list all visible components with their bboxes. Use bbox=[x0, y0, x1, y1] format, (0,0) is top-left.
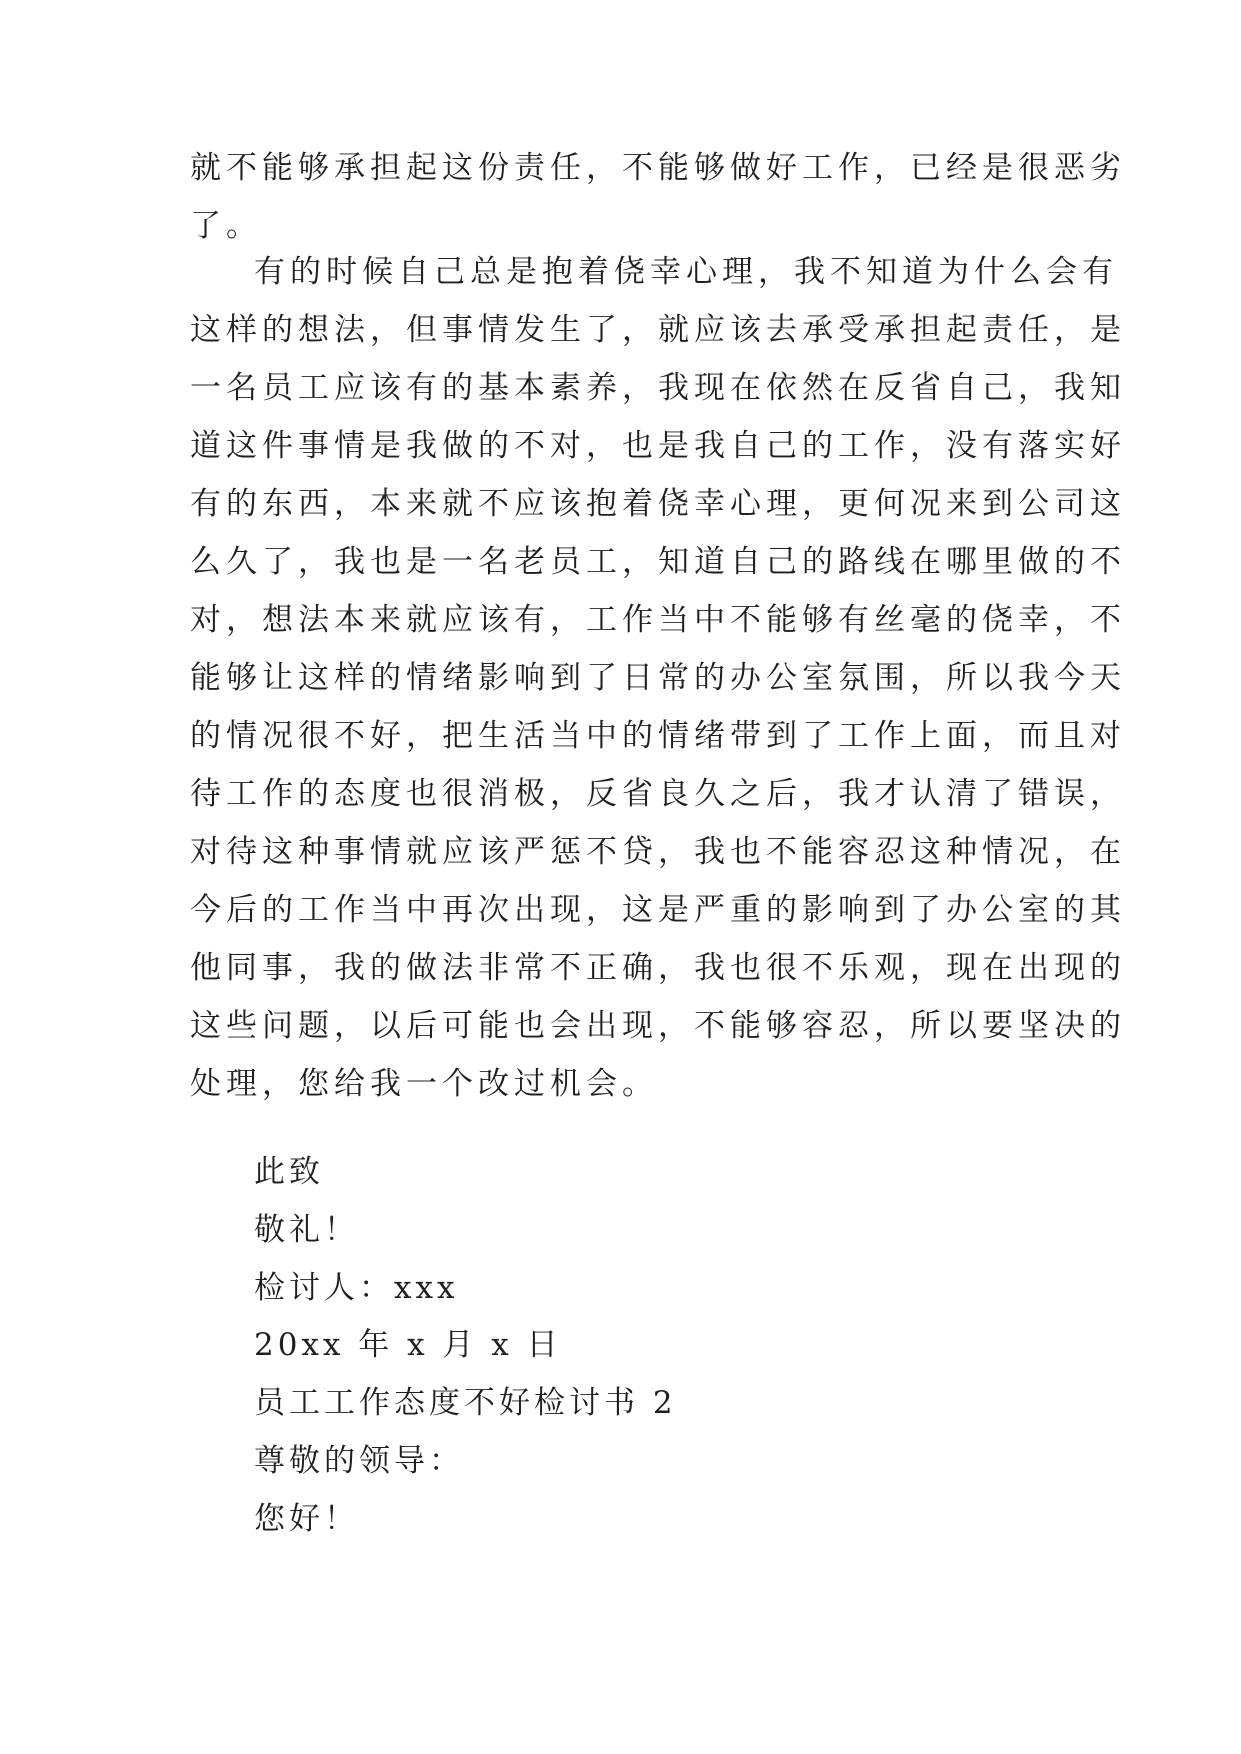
hello-line: 您好！ bbox=[254, 1501, 359, 1537]
paragraph-line: 有的东西，本来就不应该抱着侥幸心理，更何况来到公司这 bbox=[190, 486, 1126, 522]
greeting-line: 尊敬的领导： bbox=[254, 1443, 464, 1479]
paragraph-line: 就不能够承担起这份责任，不能够做好工作，已经是很恶劣 bbox=[190, 150, 1126, 186]
paragraph-line: 今后的工作当中再次出现，这是严重的影响到了办公室的其 bbox=[190, 892, 1126, 928]
paragraph-line: 这样的想法，但事情发生了，就应该去承受承担起责任，是 bbox=[190, 312, 1126, 348]
paragraph-2 bbox=[190, 243, 1126, 1113]
paragraph-line: 有的时候自己总是抱着侥幸心理，我不知道为什么会有 bbox=[254, 254, 1118, 290]
paragraph-line: 的情况很不好，把生活当中的情绪带到了工作上面，而且对 bbox=[190, 718, 1126, 754]
section-title: 员工工作态度不好检讨书 2 bbox=[254, 1385, 677, 1421]
paragraph-line: 对待这种事情就应该严惩不贷，我也不能容忍这种情况，在 bbox=[190, 834, 1126, 870]
paragraph-line: 他同事，我的做法非常不正确，我也很不乐观，现在出现的 bbox=[190, 950, 1126, 986]
paragraph-line: 道这件事情是我做的不对，也是我自己的工作，没有落实好 bbox=[190, 428, 1126, 464]
paragraph-1 bbox=[190, 139, 1126, 255]
paragraph-line: 这些问题，以后可能也会出现，不能够容忍，所以要坚决的 bbox=[190, 1008, 1126, 1044]
date-line: 20xx 年 x 月 x 日 bbox=[254, 1327, 562, 1363]
signer-line: 检讨人：xxx bbox=[254, 1270, 459, 1306]
salutation-respect: 敬礼！ bbox=[254, 1212, 359, 1248]
paragraph-line: 处理，您给我一个改过机会。 bbox=[190, 1066, 658, 1102]
paragraph-line: 一名员工应该有的基本素养，我现在依然在反省自己，我知 bbox=[190, 370, 1126, 406]
salutation-this: 此致 bbox=[254, 1154, 324, 1190]
paragraph-line: 能够让这样的情绪影响到了日常的办公室氛围，所以我今天 bbox=[190, 660, 1126, 696]
paragraph-line: 待工作的态度也很消极，反省良久之后，我才认清了错误， bbox=[190, 776, 1126, 812]
paragraph-line: 么久了，我也是一名老员工，知道自己的路线在哪里做的不 bbox=[190, 544, 1126, 580]
paragraph-line: 对，想法本来就应该有，工作当中不能够有丝毫的侥幸，不 bbox=[190, 602, 1126, 638]
paragraph-line: 了。 bbox=[190, 208, 262, 244]
